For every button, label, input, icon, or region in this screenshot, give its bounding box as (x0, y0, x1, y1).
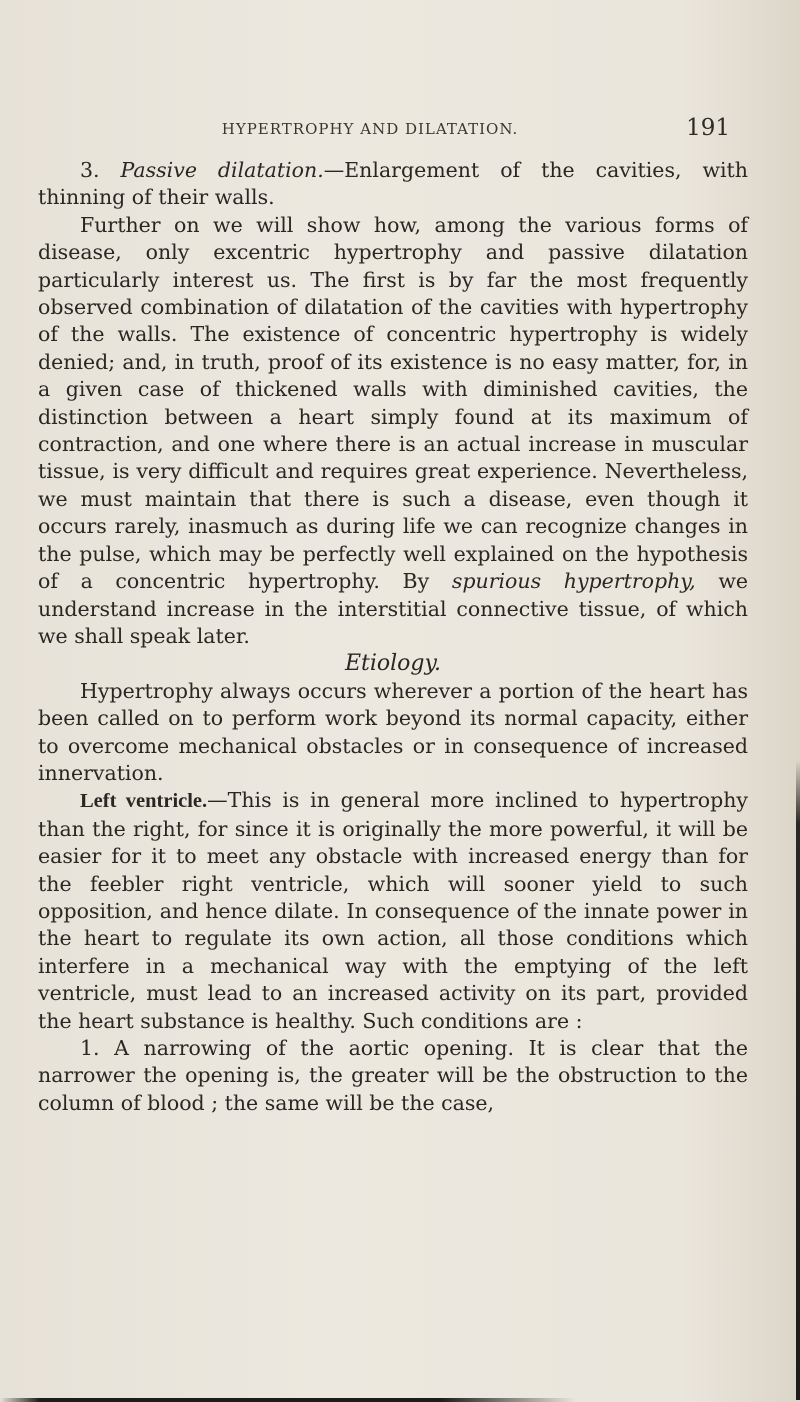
running-head: HYPERTROPHY AND DILATATION. (221, 120, 519, 138)
page-edge-shadow-bottom (0, 1398, 800, 1402)
paragraph-text: —This is in general more inclined to hypertrophy than the right, for since it is originally the more powerful, it will be easier for it to meet any obstacle with increased energy than for the feebler right ventricle, which will sooner yield to such opposition, and hence dilate. In consequence of the innate power in the heart to regulate its own action, all those conditions which interfere in a mechanical way with the emptying of the left ventricle, must lead to an increased activity on its part, provided the heart substance is healthy. Such conditions are : (38, 788, 748, 1033)
run-in-heading: Left ventricle. (80, 790, 208, 813)
section-title: Passive dilatation. (120, 158, 324, 182)
paragraph-passive-dilatation (38, 157, 748, 212)
subheading-etiology: Etiology. (344, 651, 442, 677)
page-number: 191 (686, 115, 730, 141)
body-text (38, 157, 748, 1117)
paragraph-text: Further on we will show how, among the various forms of disease, only excentric hypertrophy and passive dilatation particularly interest us. The first is by far the most frequently observed combination of dilatation of the cavities with hypertrophy of the walls. The existence of concentric hypertrophy is widely denied; and, in truth, proof of its existence is no easy matter, for, in a given case of thickened walls with diminished cavities, the distinction between a heart simply found at its maximum of contraction, and one where there is an actual increase in muscular tissue, is very difficult and requires great experience. Nevertheless, we must maintain that there is such a disease, even though it occurs rarely, inasmuch as during life we can recognize changes in the pulse, which may be perfectly well explained on the hypothesis of a concentric hypertrophy. By (38, 212, 748, 594)
paragraph-left-ventricle (38, 787, 748, 1035)
list-number: 3. (80, 158, 121, 182)
paragraph-text: —Enlargement of the cavities, with thinning of their walls. (38, 158, 749, 210)
paragraph-text: we understand increase in the interstitial connective tissue, of which we shall speak later. (38, 569, 748, 648)
paragraph-forms-of-disease (38, 212, 748, 651)
emphasized-term: spurious hypertrophy, (451, 569, 696, 594)
paragraph-aortic-opening: 1. A narrowing of the aortic opening. It is clear that the narrower the opening is, the greater will be the obstruction to the column of blood ; the same will be the case, (38, 1036, 748, 1115)
paragraph-hypertrophy-causes: Hypertrophy always occurs wherever a portion of the heart has been called on to perform work beyond its normal capacity, either to overcome mechanical obstacles or in consequence of increased innervation. (38, 678, 748, 785)
page-header (120, 115, 730, 144)
page-edge-shadow-right (796, 760, 800, 1400)
